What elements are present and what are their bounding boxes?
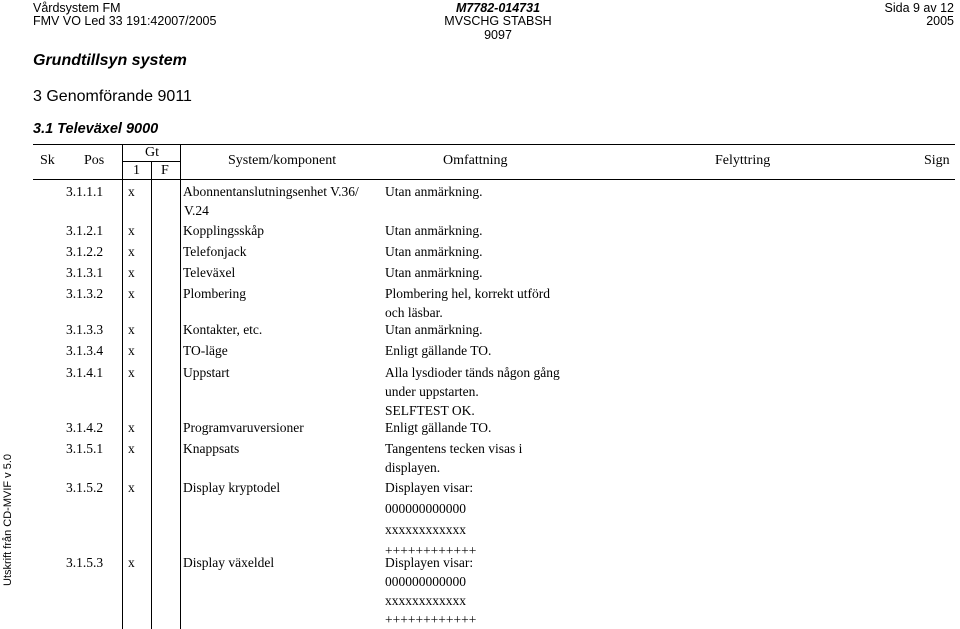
- side-print-label: Utskrift från CD-MVIF v 5.0: [2, 453, 14, 586]
- row-check-mark: x: [128, 322, 135, 337]
- col-header-omfattning: Omfattning: [443, 153, 508, 168]
- header-year: 2005: [926, 14, 954, 28]
- row-check-mark: x: [128, 223, 135, 238]
- row-scope: Displayen visar: 000000000000 xxxxxxxxxxxx ++++++++++++: [385, 555, 477, 627]
- header-item-number: M7782-014731: [455, 1, 541, 15]
- row-component: Plombering: [183, 286, 246, 301]
- row-scope: Utan anmärkning.: [385, 265, 483, 280]
- row-check-mark: x: [128, 441, 135, 456]
- col-header-sk: Sk: [40, 153, 55, 168]
- col-header-system: System/komponent: [228, 153, 337, 168]
- row-check-mark: x: [128, 286, 135, 301]
- row-pos: 3.1.2.1: [66, 223, 104, 238]
- col-header-gt: Gt: [145, 145, 159, 160]
- col-divider-pos: [122, 144, 123, 629]
- row-pos: 3.1.1.1: [66, 184, 104, 199]
- row-pos: 3.1.5.2: [66, 480, 104, 495]
- row-component: Knappsats: [183, 441, 240, 456]
- row-scope: Utan anmärkning.: [385, 322, 483, 337]
- section-heading: 3 Genomförande 9011: [33, 88, 192, 105]
- row-pos: 3.1.4.2: [66, 420, 104, 435]
- col-header-gt-1: 1: [133, 163, 140, 178]
- row-pos: 3.1.3.1: [66, 265, 104, 280]
- row-component: Programvaruversioner: [183, 420, 304, 435]
- row-component: Telefonjack: [183, 244, 247, 259]
- row-component: Display kryptodel: [183, 480, 281, 495]
- row-pos: 3.1.5.1: [66, 441, 104, 456]
- header-page-number: Sida 9 av 12: [884, 1, 954, 15]
- row-component: Display växeldel: [183, 555, 275, 570]
- row-check-mark: x: [128, 184, 135, 199]
- header-doc-name: Vårdsystem FM: [33, 1, 121, 15]
- row-component: Televäxel: [183, 265, 236, 280]
- row-check-mark: x: [128, 244, 135, 259]
- table-top-border: [33, 144, 955, 145]
- row-component: Kopplingsskåp: [183, 223, 264, 238]
- row-pos: 3.1.3.4: [66, 343, 104, 358]
- row-check-mark: x: [128, 365, 135, 380]
- row-component: TO-läge: [183, 343, 228, 358]
- row-pos: 3.1.2.2: [66, 244, 104, 259]
- col-divider-gt: [151, 161, 152, 629]
- col-header-felyttring: Felyttring: [715, 153, 771, 168]
- row-check-mark: x: [128, 420, 135, 435]
- row-pos: 3.1.4.1: [66, 365, 104, 380]
- row-pos: 3.1.5.3: [66, 555, 104, 570]
- col-divider-system: [180, 144, 181, 629]
- row-scope: Displayen visar: 000000000000 xxxxxxxxxxxx ++++++++++++: [385, 480, 477, 558]
- row-scope: Utan anmärkning.: [385, 244, 483, 259]
- header-item-name: MVSCHG STABSH 9097: [444, 14, 552, 42]
- row-scope: Plombering hel, korrekt utförd och läsbar.: [385, 286, 550, 320]
- row-component: Uppstart: [183, 365, 230, 380]
- row-scope: Utan anmärkning.: [385, 184, 483, 199]
- subsection-heading: 3.1 Televäxel 9000: [33, 121, 159, 137]
- header-doc-ref: FMV VO Led 33 191:42007/2005: [33, 14, 217, 28]
- row-scope: Tangentens tecken visas i displayen.: [385, 441, 523, 475]
- row-scope: Enligt gällande TO.: [385, 343, 492, 358]
- row-component: Kontakter, etc.: [183, 322, 263, 337]
- col-header-sign: Sign: [924, 153, 950, 168]
- row-scope: Utan anmärkning.: [385, 223, 483, 238]
- row-check-mark: x: [128, 265, 135, 280]
- table-header-bottom-border: [33, 179, 955, 180]
- row-check-mark: x: [128, 343, 135, 358]
- page-title: Grundtillsyn system: [33, 52, 187, 69]
- row-pos: 3.1.3.3: [66, 322, 104, 337]
- row-pos: 3.1.3.2: [66, 286, 104, 301]
- row-scope: Enligt gällande TO.: [385, 420, 492, 435]
- row-check-mark: x: [128, 480, 135, 495]
- row-scope: Alla lysdioder tänds någon gång under uppstarten. SELFTEST OK.: [385, 365, 560, 418]
- row-component: Abonnentanslutningsenhet V.36/ V.24: [183, 184, 359, 218]
- col-header-gt-f: F: [161, 163, 169, 178]
- col-header-pos: Pos: [84, 153, 105, 168]
- row-check-mark: x: [128, 555, 135, 570]
